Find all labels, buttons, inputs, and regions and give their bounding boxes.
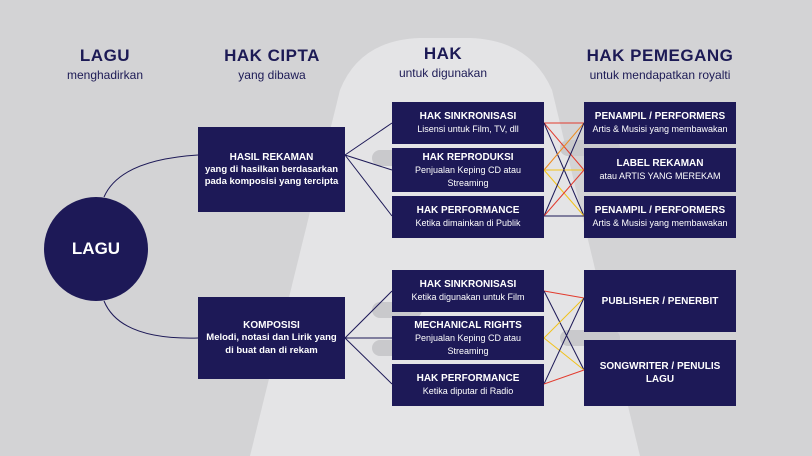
box-desc: Penjualan Keping CD atau Streaming [414,165,522,188]
header-hak [388,44,498,80]
link-rekaman-reproduksi [345,155,392,170]
lagu-circle: LAGU [44,197,148,301]
pemegang-box-4 [584,270,736,332]
box-title: HAK SINKRONISASI [419,111,517,123]
box-desc: yang di hasilkan berdasarkan pada komposisi yang tercipta [204,163,339,187]
cipta-box-komposisi [198,297,345,379]
box-title: PUBLISHER / PENERBIT [601,295,719,307]
box-title: LABEL REKAMAN [616,158,704,170]
hak-box-1 [392,102,544,144]
box-title: KOMPOSISI [243,320,300,331]
hak-box-2 [392,148,544,192]
pemegang-box-3 [584,196,736,238]
box-title: HAK PERFORMANCE [416,373,520,385]
pemegang-box-2 [584,148,736,192]
header-title: HAK [423,44,463,63]
header-title: HAK CIPTA [224,46,320,65]
box-desc: Melodi, notasi dan Lirik yang di buat dan di rekam [206,332,337,356]
header-subtitle: yang dibawa [238,68,306,82]
box-desc: Artis & Musisi yang membawakan [592,218,728,229]
header-title: LAGU [79,46,131,65]
header-subtitle: menghadirkan [66,68,144,82]
link-komposisi-performance [345,338,392,384]
box-title: PENAMPIL / PERFORMERS [594,111,726,123]
header-lagu [50,46,160,82]
hak-box-3 [392,196,544,238]
header-subtitle: untuk digunakan [398,66,488,80]
hak-box-6 [392,364,544,406]
cipta-box-rekaman [198,127,345,212]
box-desc: Ketika digunakan untuk Film [411,292,525,303]
box-title: HAK REPRODUKSI [422,152,514,163]
header-hak-cipta [212,46,332,82]
pemegang-box-5 [584,340,736,406]
link-lagu-rekaman [104,155,198,197]
box-desc: atau ARTIS YANG MEREKAM [599,171,721,182]
pemegang-box-1 [584,102,736,144]
link-rekaman-sinkronisasi [345,123,392,155]
header-hak-pemegang [575,46,745,82]
box-desc: Artis & Musisi yang membawakan [592,124,728,135]
box-title: HAK SINKRONISASI [419,279,517,291]
box-desc: Lisensi untuk Film, TV, dll [417,124,519,135]
box-title: HASIL REKAMAN [229,151,314,163]
header-title: HAK PEMEGANG [586,46,734,65]
box-desc: Ketika dimainkan di Publik [415,218,521,229]
hak-box-5 [392,316,544,360]
header-subtitle: untuk mendapatkan royalti [589,68,731,82]
box-desc: Penjualan Keping CD atau Streaming [414,333,522,356]
box-title: HAK PERFORMANCE [416,205,520,217]
link-lagu-komposisi [104,301,198,338]
box-title: MECHANICAL RIGHTS [414,320,522,331]
link-komposisi-sinkronisasi [345,291,392,338]
link-rekaman-performance [345,155,392,216]
hak-box-4 [392,270,544,312]
box-title: PENAMPIL / PERFORMERS [594,205,726,217]
box-desc: Ketika diputar di Radio [422,386,514,397]
box-title: SONGWRITER / PENULIS LAGU [599,361,721,385]
